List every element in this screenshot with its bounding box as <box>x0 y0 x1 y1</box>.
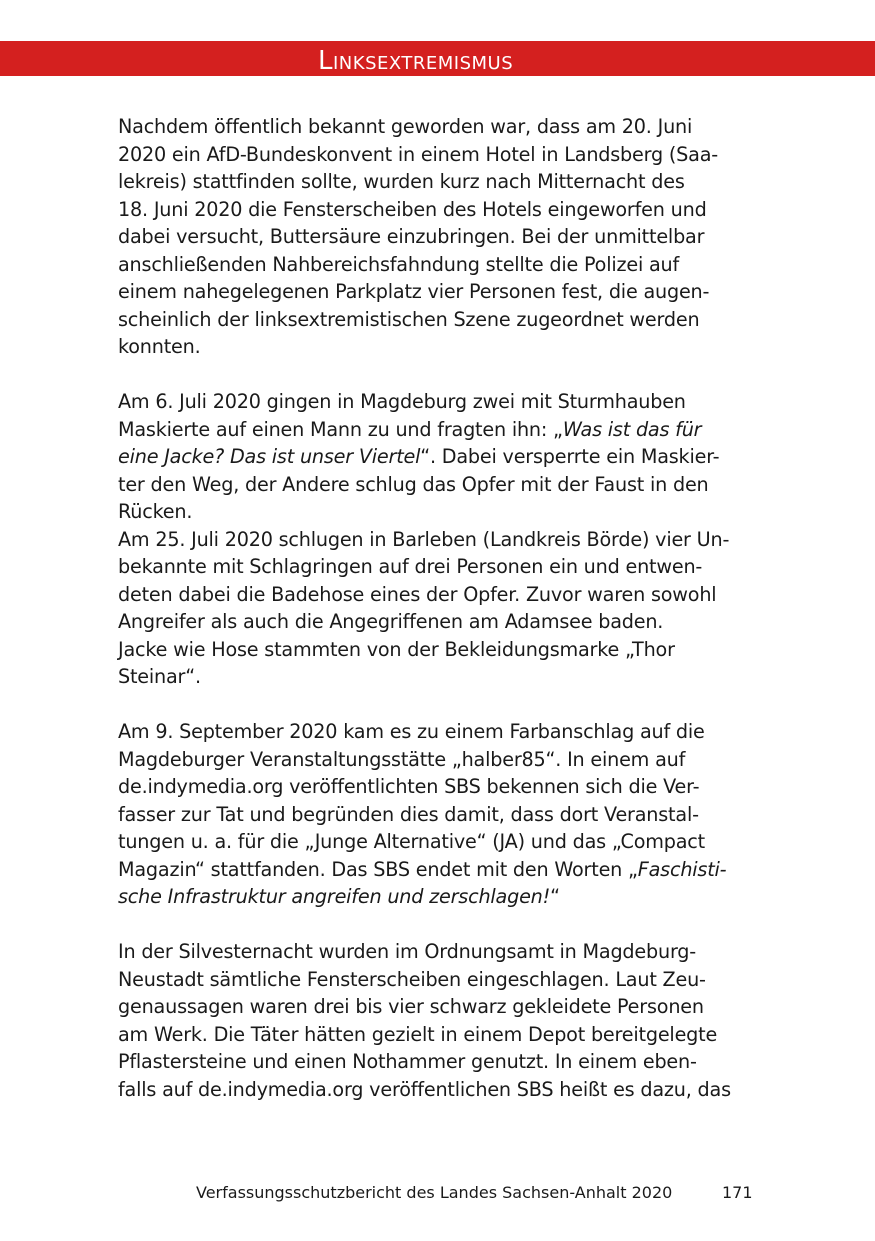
text-line <box>118 801 758 829</box>
italic-quote: Faschisti- <box>637 857 727 881</box>
text-line <box>118 333 758 361</box>
text-segment: In der Silvesternacht wurden im Ordnungsamt in Magdeburg- <box>118 940 697 963</box>
paragraph <box>118 113 758 361</box>
text-line <box>118 1076 758 1104</box>
paragraph-gap <box>118 911 758 939</box>
paragraph <box>118 388 758 691</box>
text-line <box>118 608 758 636</box>
text-line <box>118 1021 758 1049</box>
text-line <box>118 993 758 1021</box>
text-segment: am Werk. Die Täter hätten gezielt in einem Depot bereitgelegte <box>118 1022 718 1046</box>
text-segment: Maskierte auf einen Mann zu und fragten ihn: „ <box>118 417 563 441</box>
text-line <box>118 581 758 609</box>
text-line <box>118 168 758 196</box>
paragraph <box>118 718 758 911</box>
text-segment: anschließenden Nahbereichsfahndung stellte die Polizei auf <box>118 252 680 276</box>
paragraph-gap <box>118 361 758 389</box>
text-line <box>118 113 758 141</box>
text-line <box>118 471 758 499</box>
text-segment: bekannte mit Schlagringen auf drei Personen ein und entwen- <box>118 555 703 578</box>
text-segment: Rücken. <box>118 500 193 523</box>
text-line <box>118 223 758 251</box>
text-segment: einem nahegelegenen Parkplatz vier Personen fest, die augen- <box>118 280 710 303</box>
text-segment: de.indymedia.org veröffentlichten SBS bekennen sich die Ver- <box>118 775 700 798</box>
text-segment: 2020 ein AfD-Bundeskonvent in einem Hotel in Landsberg (Saa- <box>118 142 718 166</box>
text-line <box>118 883 758 911</box>
text-line <box>118 306 758 334</box>
italic-quote: Was ist das für <box>562 417 702 441</box>
paragraph-gap <box>118 691 758 719</box>
text-segment: fasser zur Tat und begründen dies damit, dass dort Veranstal- <box>118 802 699 826</box>
text-line <box>118 196 758 224</box>
text-line <box>118 773 758 801</box>
text-line <box>118 443 758 471</box>
text-segment: genaussagen waren drei bis vier schwarz gekleidete Personen <box>118 995 704 1018</box>
italic-quote: eine Jacke? Das ist unser Viertel <box>118 445 421 468</box>
text-line <box>118 553 758 581</box>
text-segment: Steinar“. <box>118 665 201 688</box>
text-line <box>118 141 758 169</box>
text-segment: falls auf de.indymedia.org veröffentlichen SBS heißt es dazu, das <box>118 1077 731 1101</box>
text-line <box>118 718 758 746</box>
text-segment: deten dabei die Badehose eines der Opfer. Zuvor waren sowohl <box>118 582 717 606</box>
text-segment: lekreis) stattfinden sollte, wurden kurz nach Mitternacht des <box>118 170 685 193</box>
text-segment: Magdeburger Veranstaltungsstätte „halber85“. In einem auf <box>118 747 686 771</box>
text-segment: 18. Juni 2020 die Fensterscheiben des Hotels eingeworfen und <box>118 197 707 221</box>
text-segment: ter den Weg, der Andere schlug das Opfer mit der Faust in den <box>118 472 709 496</box>
text-line <box>118 526 758 554</box>
footer-source: Verfassungsschutzbericht des Landes Sachsen-Anhalt 2020 <box>196 1183 673 1202</box>
section-title: Linksextremismus <box>318 46 514 76</box>
text-segment: “ <box>550 885 560 908</box>
text-segment: scheinlich der linksextremistischen Szene zugeordnet werden <box>118 307 700 331</box>
text-line <box>118 278 758 306</box>
text-line <box>118 251 758 279</box>
text-line <box>118 828 758 856</box>
text-segment: konnten. <box>118 335 201 358</box>
text-segment: Jacke wie Hose stammten von der Bekleidungsmarke „Thor <box>118 637 675 661</box>
text-line <box>118 416 758 444</box>
page-number: 171 <box>722 1183 753 1202</box>
text-segment: dabei versucht, Buttersäure einzubringen. Bei der unmittelbar <box>118 225 705 248</box>
text-segment: Am 25. Juli 2020 schlugen in Barleben (Landkreis Börde) vier Un- <box>118 527 730 551</box>
italic-quote: sche Infrastruktur angreifen und zerschlagen! <box>118 885 551 908</box>
text-line <box>118 663 758 691</box>
body-text <box>118 113 758 1103</box>
text-line <box>118 966 758 994</box>
text-segment: Am 9. September 2020 kam es zu einem Farbanschlag auf die <box>118 720 705 743</box>
text-line <box>118 388 758 416</box>
text-segment: Pflastersteine und einen Nothammer genutzt. In einem eben- <box>118 1050 697 1073</box>
text-segment: Am 6. Juli 2020 gingen in Magdeburg zwei mit Sturmhauben <box>118 390 686 413</box>
text-segment: “. Dabei versperrte ein Maskier- <box>420 445 720 468</box>
text-segment: Nachdem öffentlich bekannt geworden war, dass am 20. Juni <box>118 115 693 138</box>
text-segment: tungen u. a. für die „Junge Alternative“ (JA) und das „Compact <box>118 830 705 853</box>
text-line <box>118 498 758 526</box>
text-segment: Neustadt sämtliche Fensterscheiben eingeschlagen. Laut Zeu- <box>118 967 706 991</box>
text-line <box>118 636 758 664</box>
text-segment: Angreifer als auch die Angegriffenen am Adamsee baden. <box>118 610 664 633</box>
text-segment: Magazin“ stattfanden. Das SBS endet mit den Worten „ <box>118 857 638 881</box>
text-line <box>118 746 758 774</box>
text-line <box>118 938 758 966</box>
paragraph <box>118 938 758 1103</box>
text-line <box>118 856 758 884</box>
text-line <box>118 1048 758 1076</box>
